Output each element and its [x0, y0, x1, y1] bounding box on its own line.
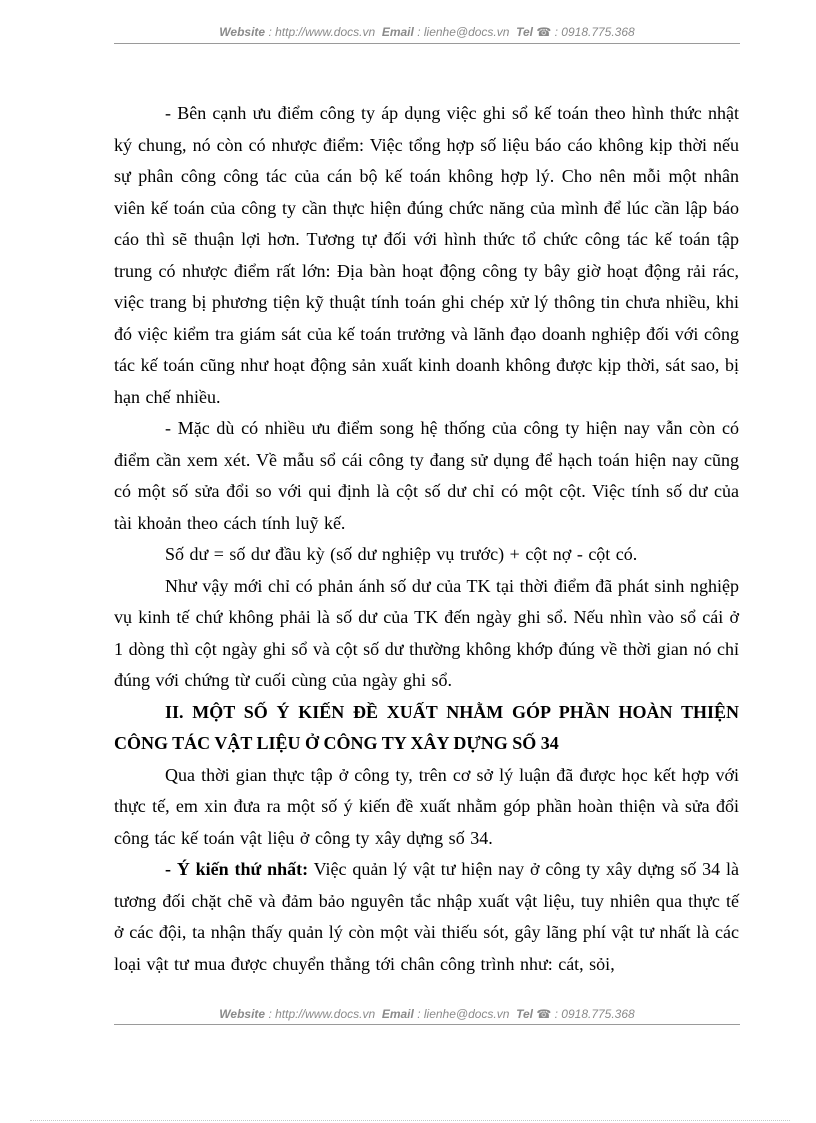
email-value: : lienhe@docs.vn — [417, 25, 510, 39]
formula-line: Số dư = số dư đầu kỳ (số dư nghiệp vụ trước) + cột nợ - cột có. — [165, 544, 638, 564]
footer-website-label: Website — [219, 1007, 266, 1021]
footer-website-value: : http://www.docs.vn — [268, 1007, 376, 1021]
paragraph-5: Qua thời gian thực tập ở công ty, trên cơ sở lý luận đã được học kết hợp với thực tế, em xin đưa ra một số ý kiến đề xuất nhằm góp phần hoàn thiện và sửa đổi công tác kế toán vật liệu ở công ty xây dựng số 34. — [114, 764, 739, 848]
paragraph-2: - Mặc dù có nhiều ưu điểm song hệ thống của công ty hiện nay vẫn còn có điểm cần xem xét. Về mẫu sổ cái công ty đang sử dụng để hạch toán hiện nay cũng có một số sửa đổi so với qui định là cột số dư chỉ có một cột. Việc tính số dư của tài khoản theo cách tính luỹ kế. — [114, 418, 739, 533]
page-edge-divider — [30, 1120, 790, 1121]
website-value: : http://www.docs.vn — [268, 25, 376, 39]
footer-tel-label: Tel — [516, 1007, 533, 1021]
header-rule — [114, 43, 740, 44]
paragraph-6-lead: - Ý kiến thứ nhất: — [165, 859, 309, 879]
paragraph-4: Như vậy mới chỉ có phản ánh số dư của TK tại thời điểm đã phát sinh nghiệp vụ kinh tế chứ không phải là số dư của TK đến ngày ghi sổ. Nếu nhìn vào sổ cái ở 1 dòng thì cột ngày ghi sổ và cột số dư thường không khớp đúng về thời gian nó chỉ đúng với chứng từ cuối cùng của ngày ghi sổ. — [114, 575, 739, 690]
website-label: Website — [219, 25, 266, 39]
footer-email-label: Email — [381, 1007, 414, 1021]
section-heading: II. MỘT SỐ Ý KIẾN ĐỀ XUẤT NHẰM GÓP PHẦN HOÀN THIỆN CÔNG TÁC VẬT LIỆU Ở CÔNG TY XÂY DỰNG SỐ 34 — [114, 701, 739, 753]
tel-label: Tel — [516, 25, 533, 39]
email-label: Email — [381, 25, 414, 39]
tel-value: ☎ : 0918.775.368 — [536, 25, 635, 39]
page-body — [114, 98, 739, 980]
footer-tel-value: ☎ : 0918.775.368 — [536, 1007, 635, 1021]
paragraph-6-rest: Việc quản lý vật tư hiện nay ở công ty xây dựng số 34 là tương đối chặt chẽ và đảm bảo nguyên tắc nhập xuất vật liệu, tuy nhiên qua thực tế ở các đội, ta nhận thấy quản lý còn một vài thiếu sót, gây lãng phí vật tư nhất là các loại vật tư mua được chuyển thẳng tới chân công trình như: cát, sỏi, — [114, 859, 739, 974]
paragraph-1: - Bên cạnh ưu điểm công ty áp dụng việc ghi sổ kế toán theo hình thức nhật ký chung, nó còn có nhược điểm: Việc tổng hợp số liệu báo cáo không kịp thời nếu sự phân công công tác của cán bộ kế toán không hợp lý. Cho nên mỗi một nhân viên kế toán của công ty cần thực hiện đúng chức năng của mình để lúc cần lập báo cáo thì sẽ thuận lợi hơn. Tương tự đối với hình thức tổ chức công tác kế toán tập trung có nhược điểm rất lớn: Địa bàn hoạt động công ty bây giờ hoạt động rải rác, việc trang bị phương tiện kỹ thuật tính toán ghi chép xử lý thông tin chưa nhiều, khi đó việc kiểm tra giám sát của kế toán trưởng và lãnh đạo doanh nghiệp đối với công tác kế toán cũng như hoạt động sản xuất kinh doanh không được kịp thời, sát sao, bị hạn chế nhiều. — [114, 103, 739, 407]
page-header — [114, 25, 740, 39]
footer-rule — [114, 1024, 740, 1025]
page-footer — [114, 1007, 740, 1021]
paragraph-6 — [114, 854, 739, 980]
footer-email-value: : lienhe@docs.vn — [417, 1007, 510, 1021]
